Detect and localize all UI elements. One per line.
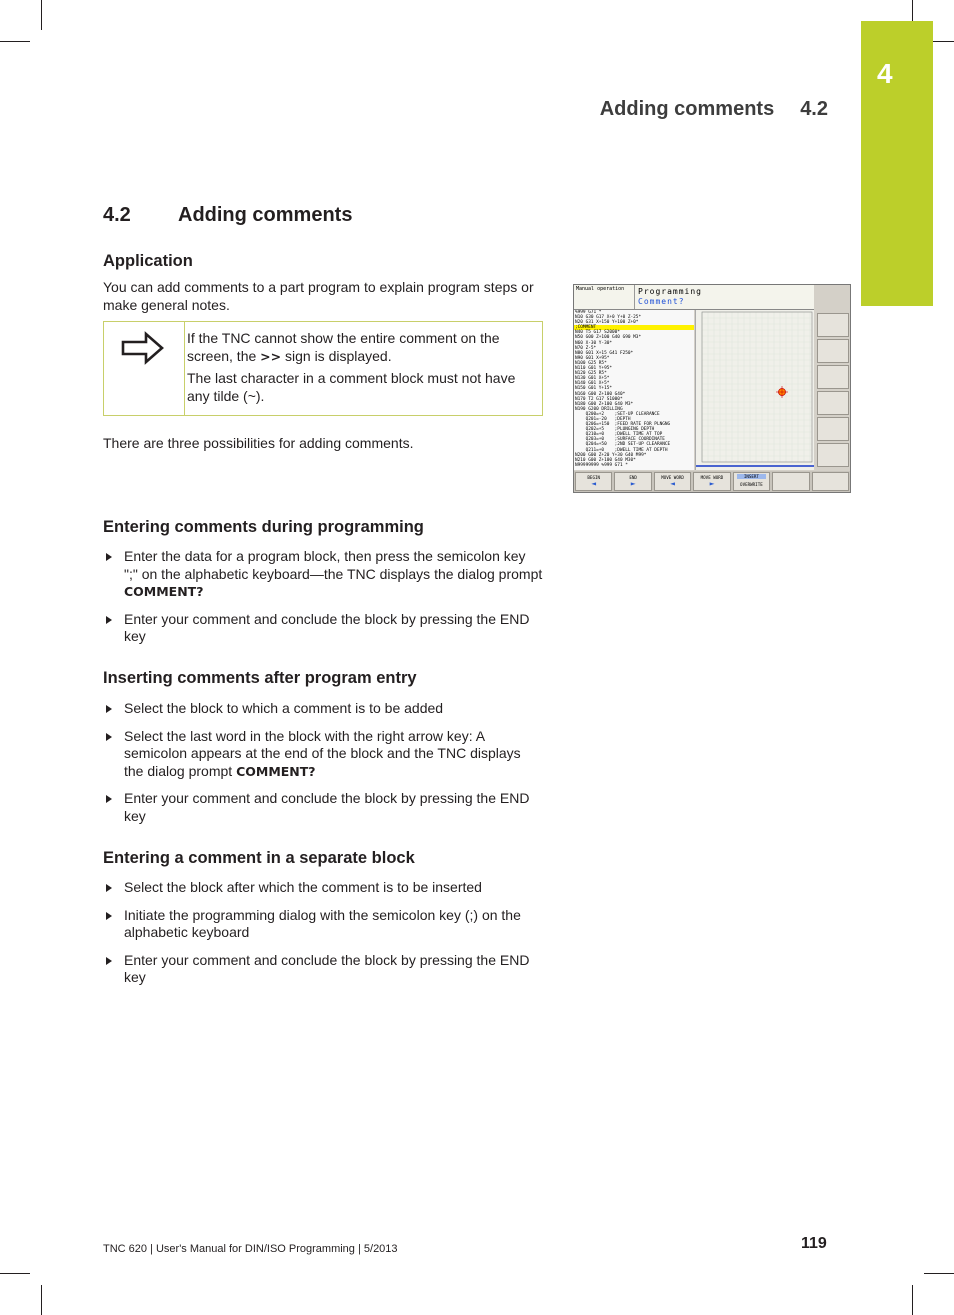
section-title-text: Adding comments: [178, 204, 353, 226]
bullet-arrow-icon: [106, 553, 112, 561]
arrow-right-icon: ►: [630, 479, 636, 488]
chapter-tab-number: 4: [877, 58, 893, 89]
program-line: N90 G01 X+95*: [575, 355, 610, 361]
screen-title: Programming: [638, 287, 702, 296]
mode-divider: [634, 285, 635, 309]
softkey[interactable]: [733, 472, 770, 491]
program-line: Q202=+5 ;PLUNGING DEPTH: [575, 427, 655, 433]
program-line: N150 G01 Y+15*: [575, 386, 613, 392]
step-item: [103, 952, 543, 987]
program-line: N200 G00 Z+20 Y+30 G40 M99*: [575, 452, 647, 458]
program-line: N99999999 %999 G71 *: [575, 462, 628, 468]
step-text: Enter your comment and conclude the block by pressing the END key: [124, 790, 530, 824]
vertical-softkey[interactable]: [817, 417, 849, 441]
softkey-row: [574, 471, 850, 492]
application-heading: Application: [103, 252, 193, 270]
program-line: ;COMMENT: [574, 325, 694, 330]
separate-block-heading: Entering a comment in a separate block: [103, 849, 415, 867]
softkey[interactable]: [614, 472, 651, 491]
program-line: N80 G01 X+15 G41 F250*: [575, 350, 634, 356]
softkey[interactable]: [575, 472, 612, 491]
step-text: Enter your comment and conclude the block by pressing the END key: [124, 951, 530, 985]
running-header-title: Adding comments: [599, 98, 775, 120]
arrow-left-icon: ◄: [670, 479, 675, 488]
program-line: N140 G01 X+5*: [575, 381, 610, 387]
bullet-arrow-icon: [106, 795, 112, 803]
running-header-number: 4.2: [800, 98, 828, 120]
step-item: [103, 611, 543, 646]
crop-mark: [41, 0, 42, 30]
note-text: sign is displayed.: [281, 347, 392, 364]
step-text: Select the block to which a comment is to be added: [124, 700, 444, 716]
program-line: N100 G25 R5*: [575, 360, 607, 366]
softkey-label: MOVE WORD: [700, 475, 724, 480]
program-line: Q200=+2 ;SET-UP CLEARANCE: [575, 411, 660, 417]
chapter-tab: [861, 21, 933, 306]
vertical-softkey[interactable]: [817, 339, 849, 363]
note-text: If the TNC cannot show the entire comment on the screen, the: [187, 330, 500, 364]
bullet-arrow-icon: [106, 957, 112, 965]
softkey[interactable]: [693, 472, 730, 491]
vertical-softkey[interactable]: [817, 391, 849, 415]
bullet-arrow-icon: [106, 912, 112, 920]
running-header: [600, 98, 828, 121]
footer-text: TNC 620 | User's Manual for DIN/ISO Programming | 5/2013: [103, 1243, 398, 1255]
program-line: Q201=-20 ;DEPTH: [575, 416, 631, 422]
vertical-softkey[interactable]: [817, 443, 849, 467]
inserting-after-heading: Inserting comments after program entry: [103, 669, 417, 687]
program-line: N40 T5 G17 S2000*: [575, 330, 620, 336]
section-title: [103, 204, 352, 227]
vertical-softkey[interactable]: [817, 313, 849, 337]
separate-block-steps: [103, 879, 543, 997]
step-item: [103, 700, 543, 718]
program-line: Q206=+150 ;FEED RATE FOR PLNGNG: [575, 422, 671, 428]
softkey-label: BEGIN: [587, 475, 601, 480]
program-line: Q210=+0 ;DWELL TIME AT TOP: [575, 432, 663, 438]
step-item: [103, 879, 543, 897]
step-item: [103, 548, 543, 601]
entering-during-steps: [103, 548, 543, 656]
dialog-prompt-keyword: COMMENT?: [124, 584, 204, 599]
softkey-label: MOVE WORD: [661, 475, 684, 480]
program-line: N120 G25 R5*: [575, 371, 607, 377]
step-item: [103, 728, 543, 781]
crop-mark: [41, 1285, 42, 1315]
softkey[interactable]: [772, 472, 809, 491]
note-line-1: [187, 330, 537, 365]
bullet-arrow-icon: [106, 733, 112, 741]
possibilities-text: There are three possibilities for adding comments.: [103, 435, 414, 451]
program-line: N20 G31 X+150 Y+100 Z+0*: [575, 320, 639, 326]
program-line: N130 G01 X+5*: [575, 376, 610, 382]
page-number: 119: [801, 1235, 827, 1252]
program-listing: [574, 310, 694, 470]
program-line: N110 G01 Y+95*: [575, 366, 613, 372]
program-line: N60 X-30 Y-30*: [575, 340, 613, 346]
program-line: N210 G00 Z+100 G40 M30*: [575, 457, 636, 463]
tnc-screenshot: [573, 284, 851, 493]
program-line: N170 T2 G17 S1000*: [575, 396, 623, 402]
bullet-arrow-icon: [106, 705, 112, 713]
inserting-after-steps: [103, 700, 543, 835]
mode-label: Manual operation: [576, 286, 625, 292]
crop-mark: [912, 1285, 913, 1315]
graphics-plot: [696, 310, 814, 470]
program-line: N50 G00 Z+100 G40 G90 M3*: [575, 335, 642, 341]
step-text: Enter your comment and conclude the block by pressing the END key: [124, 610, 530, 644]
step-item: [103, 907, 543, 942]
section-number: 4.2: [103, 204, 131, 226]
vertical-softkey-bar: [814, 309, 850, 471]
program-line: N70 Z-5*: [575, 345, 597, 351]
step-text: Select the last word in the block with the right arrow key: A semicolon appears at the end of the block and the TNC displays the dialog prompt: [124, 727, 521, 779]
step-text: Select the block after which the comment is to be inserted: [124, 879, 482, 895]
application-text: You can add comments to a part program to explain program steps or make general notes.: [103, 279, 534, 313]
step-text: Enter the data for a program block, then press the semicolon key ";" on the alphabetic keyboard—the TNC displays the dialog prompt: [124, 548, 543, 582]
graphics-window: [695, 310, 814, 470]
note-box: [103, 321, 543, 416]
vertical-softkey[interactable]: [817, 365, 849, 389]
program-line: N160 G00 Z+100 G40*: [575, 391, 626, 397]
note-divider: [184, 322, 185, 415]
program-line: %999 G71 *: [575, 310, 602, 315]
program-line: Q211=+0 ;DWELL TIME AT DEPTH: [575, 447, 668, 453]
crop-mark: [924, 1273, 954, 1274]
program-line: Q203=+0 ;SURFACE COORDINATE: [575, 437, 665, 443]
program-line: N180 G00 Z+100 G40 M3*: [575, 401, 634, 407]
note-line-2: The last character in a comment block must not have any tilde (~).: [187, 370, 516, 404]
note-code: >>: [260, 348, 282, 364]
arrow-left-icon: ◄: [591, 479, 597, 488]
softkey[interactable]: [654, 472, 691, 491]
screen-header: [574, 285, 814, 310]
entering-during-heading: Entering comments during programming: [103, 518, 424, 536]
program-line: N10 G30 G17 X+0 Y+0 Z-25*: [575, 315, 642, 321]
bullet-arrow-icon: [106, 616, 112, 624]
arrow-right-icon: ►: [709, 479, 715, 488]
bullet-arrow-icon: [106, 884, 112, 892]
program-line: Q204=+50 ;2ND SET-UP CLEARANCE: [575, 442, 671, 448]
arrow-right-icon: [120, 331, 166, 365]
step-text: Initiate the programming dialog with the semicolon key (;) on the alphabetic keyboard: [124, 906, 521, 940]
dialog-prompt-keyword: COMMENT?: [236, 763, 316, 779]
crop-mark: [0, 1273, 30, 1274]
softkey-label: INSERT: [737, 474, 766, 479]
softkey-sublabel: OVERWRITE: [740, 482, 763, 487]
crop-mark: [0, 41, 30, 42]
program-line: N190 G200 DRILLING: [575, 406, 623, 412]
softkey-label: END: [629, 475, 637, 480]
dialog-prompt: Comment?: [638, 297, 685, 306]
softkey[interactable]: [812, 472, 849, 491]
step-item: [103, 790, 543, 825]
